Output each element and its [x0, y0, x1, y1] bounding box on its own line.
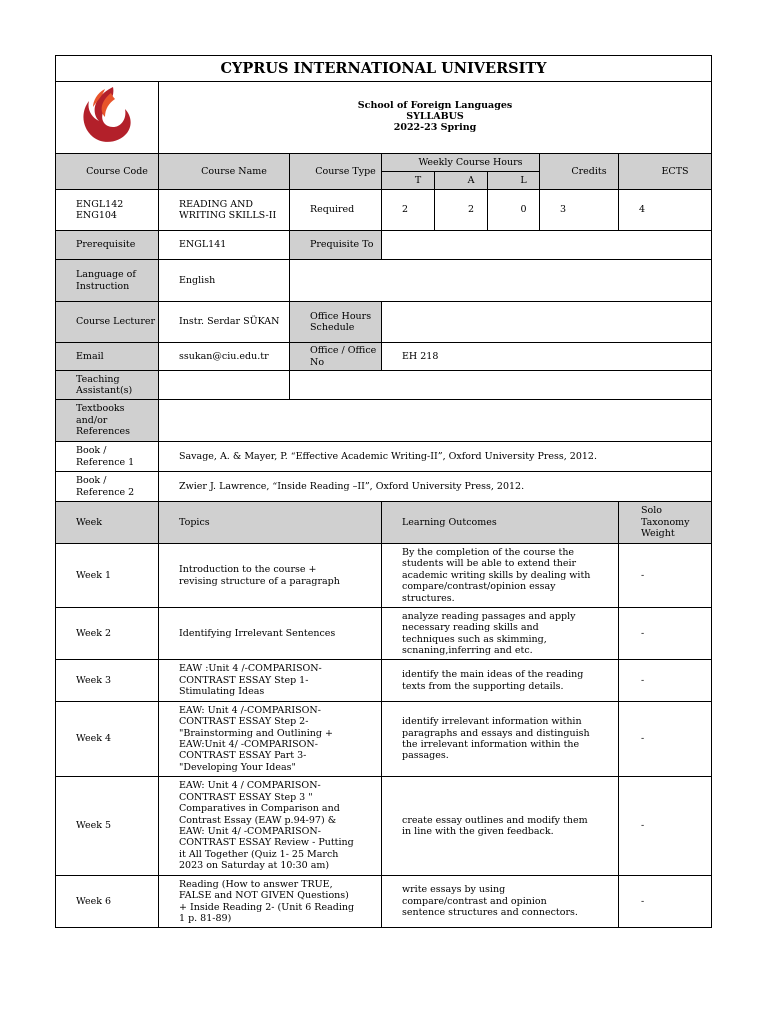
outcome-cell: write essays by using compare/contrast and opinion sentence structures and connectors.	[382, 876, 619, 928]
teaching-assistant-empty	[290, 371, 712, 400]
topics-header: Topics	[159, 502, 382, 544]
prerequisite-label: Prerequisite	[56, 231, 159, 260]
solo-cell: -	[619, 777, 712, 876]
term-label: 2022-23 Spring	[393, 121, 477, 133]
lecturer-label: Course Lecturer	[56, 302, 159, 343]
week-cell: Week 1	[56, 544, 159, 608]
table-row	[56, 777, 712, 876]
table-row	[56, 876, 712, 928]
topic-cell: EAW: Unit 4 / COMPARISON-CONTRAST ESSAY Step 3 " Comparatives in Comparison and Contrast Essay (EAW p.94-97) & EAW: Unit 4/ -COMPARISON-CONTRAST ESSAY Review - Putting it All Together (Quiz 1- 25 March 2023 on Saturday at 10:30 am)	[159, 777, 382, 876]
course-type-value: Required	[290, 190, 382, 231]
t-header: T	[382, 172, 435, 190]
textbooks-label: Textbooks and/or References	[56, 400, 159, 442]
lecturer-value: Instr. Serdar SÜKAN	[159, 302, 290, 343]
teaching-assistant-label: Teaching Assistant(s)	[56, 371, 159, 400]
prerequisite-to-value	[382, 231, 712, 260]
book1-value: Savage, A. & Mayer, P. “Effective Academic Writing-II”, Oxford University Press, 2012.	[159, 442, 712, 472]
textbooks-value	[159, 400, 712, 442]
credits-header: Credits	[540, 154, 619, 190]
solo-cell: -	[619, 876, 712, 928]
course-name-value: READING AND WRITING SKILLS-II	[159, 190, 290, 231]
solo-cell: -	[619, 702, 712, 777]
topic-cell: EAW: Unit 4 /-COMPARISON-CONTRAST ESSAY Step 2-"Brainstorming and Outlining + EAW:Unit 4/ -COMPARISON-CONTRAST ESSAY Part 3-"Developing Your Ideas"	[159, 702, 382, 777]
solo-cell: -	[619, 544, 712, 608]
a-value: 2	[435, 190, 488, 231]
email-value: ssukan@ciu.edu.tr	[159, 343, 290, 371]
week-cell: Week 2	[56, 608, 159, 660]
language-label: Language of Instruction	[56, 260, 159, 302]
credits-value: 3	[540, 190, 619, 231]
course-code-value: ENGL142 ENG104	[56, 190, 159, 231]
office-hours-value	[382, 302, 712, 343]
week-cell: Week 6	[56, 876, 159, 928]
a-header: A	[435, 172, 488, 190]
table-row	[56, 544, 712, 608]
t-value: 2	[382, 190, 435, 231]
book2-label: Book / Reference 2	[56, 472, 159, 502]
book1-label: Book / Reference 1	[56, 442, 159, 472]
school-name: School of Foreign Languages	[357, 100, 513, 112]
language-empty	[290, 260, 712, 302]
topic-cell: Reading (How to answer TRUE, FALSE and NOT GIVEN Questions) + Inside Reading 2- (Unit 6 Reading 1 p. 81-89)	[159, 876, 382, 928]
topic-cell: EAW :Unit 4 /-COMPARISON-CONTRAST ESSAY Step 1-Stimulating Ideas	[159, 660, 382, 702]
office-hours-label: Office Hours Schedule	[290, 302, 382, 343]
week-cell: Week 4	[56, 702, 159, 777]
table-row	[56, 608, 712, 660]
prerequisite-to-label: Prequisite To	[290, 231, 382, 260]
table-row	[56, 702, 712, 777]
outcome-cell: create essay outlines and modify them in line with the given feedback.	[382, 777, 619, 876]
table-row	[56, 660, 712, 702]
syllabus-table	[55, 55, 712, 928]
l-header: L	[488, 172, 540, 190]
outcome-cell: identify the main ideas of the reading texts from the supporting details.	[382, 660, 619, 702]
topic-cell: Identifying Irrelevant Sentences	[159, 608, 382, 660]
school-header	[159, 82, 712, 154]
course-type-header: Course Type	[290, 154, 382, 190]
l-value: 0	[488, 190, 540, 231]
ects-value: 4	[619, 190, 712, 231]
weekly-hours-header: Weekly Course Hours	[382, 154, 540, 172]
ects-header: ECTS	[619, 154, 712, 190]
outcome-cell: analyze reading passages and apply necessary reading skills and techniques such as skimming, scnaning,inferring and etc.	[382, 608, 619, 660]
topic-cell: Introduction to the course + revising structure of a paragraph	[159, 544, 382, 608]
email-label: Email	[56, 343, 159, 371]
logo-cell	[56, 82, 159, 154]
week-cell: Week 5	[56, 777, 159, 876]
outcome-cell: By the completion of the course the students will be able to extend their academic writing skills by dealing with compare/contrast/opinion essay structures.	[382, 544, 619, 608]
prerequisite-value: ENGL141	[159, 231, 290, 260]
solo-cell: -	[619, 608, 712, 660]
week-header: Week	[56, 502, 159, 544]
book2-value: Zwier J. Lawrence, “Inside Reading –II”, Oxford University Press, 2012.	[159, 472, 712, 502]
syllabus-document	[55, 55, 711, 935]
course-code-header: Course Code	[56, 154, 159, 190]
week-cell: Week 3	[56, 660, 159, 702]
office-value: EH 218	[382, 343, 712, 371]
outcomes-header: Learning Outcomes	[382, 502, 619, 544]
university-title: CYPRUS INTERNATIONAL UNIVERSITY	[56, 56, 712, 82]
university-flame-logo-icon	[75, 83, 139, 149]
course-name-header: Course Name	[159, 154, 290, 190]
solo-header: Solo Taxonomy Weight	[619, 502, 712, 544]
solo-cell: -	[619, 660, 712, 702]
office-label: Office / Office No	[290, 343, 382, 371]
teaching-assistant-value	[159, 371, 290, 400]
outcome-cell: identify irrelevant information within paragraphs and essays and distinguish the irrelevant information within the passages.	[382, 702, 619, 777]
syllabus-label: SYLLABUS	[406, 111, 464, 123]
language-value: English	[159, 260, 290, 302]
